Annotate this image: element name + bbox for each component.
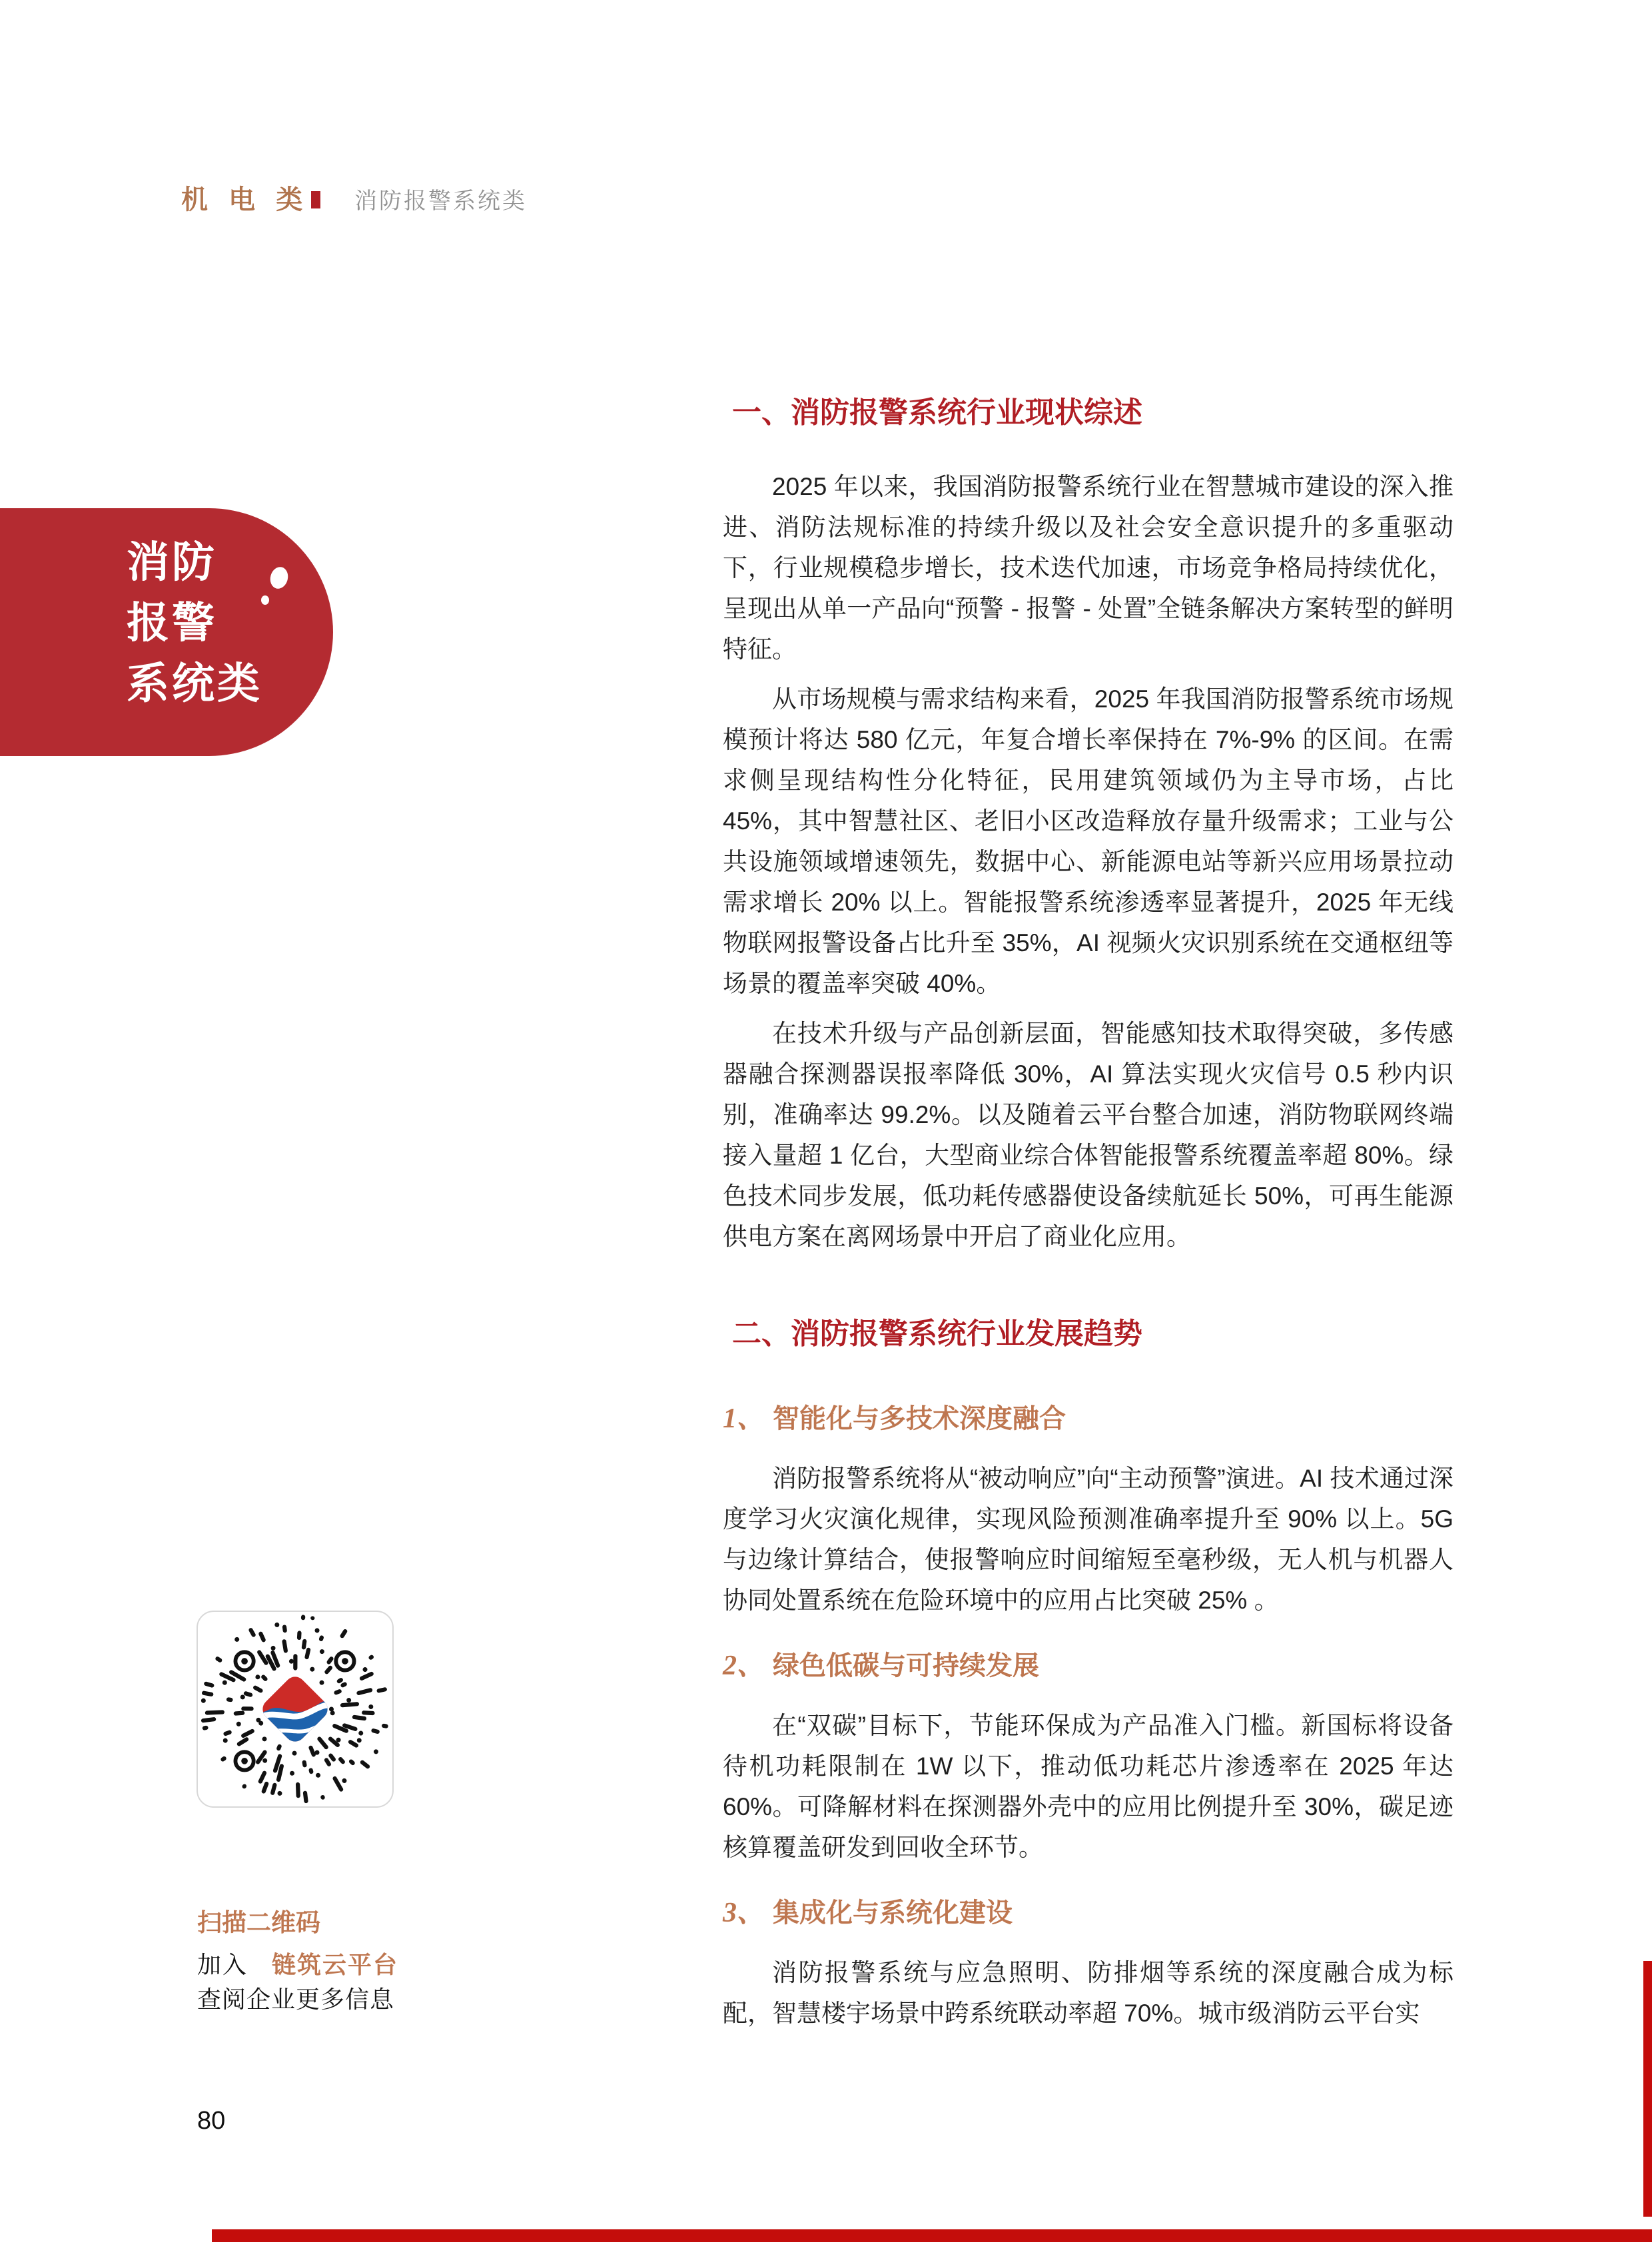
subsection-2-title: 绿色低碳与可持续发展	[773, 1651, 1040, 1681]
section1-paragraph-3: 在技术升级与产品创新层面，智能感知技术取得突破，多传感器融合探测器误报率降低 30%，AI 算法实现火灾信号 0.5 秒内识别，准确率达 99.2%。以及随着云平台整合加速，消防物联网终端接入量超 1 亿台，大型商业综合体智能报警系统覆盖率超 80%。绿色技术同步发展，低功耗传感器使设备续航延长 50%，可再生能源供电方案在离网场景中开启了商业化应用。	[723, 1020, 1453, 1250]
header-category-label: 机 电 类	[181, 185, 310, 214]
subsection-1-heading	[723, 1403, 1453, 1434]
subsection-3-heading	[723, 1898, 1453, 1928]
qr-ring-marker-top-right	[336, 1652, 354, 1670]
decor-dot-small	[261, 595, 269, 605]
side-tab-line-3: 系统类	[127, 659, 262, 707]
section1-paragraph-1: 2025 年以来，我国消防报警系统行业在智慧城市建设的深入推进、消防法规标准的持续升级以及社会安全意识提升的多重驱动下，行业规模稳步增长，技术迭代加速，市场竞争格局持续优化，呈现出从单一产品向“预警 - 报警 - 处置”全链条解决方案转型的鲜明特征。	[723, 473, 1453, 663]
bleed-bar-right	[1643, 1961, 1652, 2217]
content-column	[723, 397, 1453, 2034]
section1-paragraph-2: 从市场规模与需求结构来看，2025 年我国消防报警系统市场规模预计将达 580 亿元，年复合增长率保持在 7%-9% 的区间。在需求侧呈现结构性分化特征，民用建筑领域仍为主导市场，占比 45%，其中智慧社区、老旧小区改造释放存量升级需求；工业与公共设施领域增速领先，数据中心、新能源电站等新兴应用场景拉动需求增长 20% 以上。智能报警系统渗透率显著提升，2025 年无线物联网报警设备占比升至 35%，AI 视频火灾识别系统在交通枢纽等场景的覆盖率突破 40%。	[723, 685, 1453, 997]
qr-caption-more-info: 查阅企业更多信息	[197, 1986, 395, 2013]
qr-ring-marker-top-left	[235, 1652, 253, 1670]
subsection-3-title: 集成化与系统化建设	[773, 1898, 1013, 1928]
section2-heading: 二、消防报警系统行业发展趋势	[732, 1317, 1142, 1350]
subsection-3-paragraph: 消防报警系统与应急照明、防排烟等系统的深度融合成为标配，智慧楼宇场景中跨系统联动率超 70%。城市级消防云平台实	[723, 1959, 1453, 2027]
header-topic-label: 消防报警系统类	[354, 188, 527, 214]
subsection-1-number: 1、	[723, 1403, 765, 1434]
qr-code	[198, 1612, 392, 1806]
header-bullet-mark	[311, 191, 320, 208]
section1-heading: 一、消防报警系统行业现状综述	[732, 396, 1142, 429]
page-number: 80	[197, 2107, 226, 2135]
subsection-2-number: 2、	[723, 1651, 765, 1681]
qr-caption-join-prefix: 加入	[197, 1951, 248, 1978]
bleed-bar-bottom	[212, 2229, 1652, 2242]
qr-caption-platform-name: 链筑云平台	[272, 1951, 399, 1978]
qr-ring-marker-bottom-left	[235, 1752, 253, 1770]
subsection-2-heading	[723, 1651, 1453, 1681]
side-tab-line-1: 消防	[127, 538, 217, 586]
qr-card	[197, 1611, 394, 1808]
subsection-2-paragraph: 在“双碳”目标下，节能环保成为产品准入门槛。新国标将设备待机功耗限制在 1W 以下，推动低功耗芯片渗透率在 2025 年达 60%。可降解材料在探测器外壳中的应用比例提升至 30%，碳足迹核算覆盖研发到回收全环节。	[723, 1712, 1453, 1861]
subsection-3-number: 3、	[723, 1898, 765, 1928]
qr-caption-join	[197, 1946, 398, 1980]
side-tab	[0, 508, 333, 756]
subsection-1-title: 智能化与多技术深度融合	[773, 1404, 1066, 1433]
subsection-1-paragraph: 消防报警系统将从“被动响应”向“主动预警”演进。AI 技术通过深度学习火灾演化规律，实现风险预测准确率提升至 90% 以上。5G 与边缘计算结合，使报警响应时间缩短至毫秒级，无人机与机器人协同处置系统在危险环境中的应用占比突破 25% 。	[723, 1465, 1453, 1614]
side-tab-line-2: 报警	[127, 599, 217, 647]
side-tab-text	[127, 532, 262, 714]
qr-caption-scan: 扫描二维码	[197, 1909, 320, 1936]
